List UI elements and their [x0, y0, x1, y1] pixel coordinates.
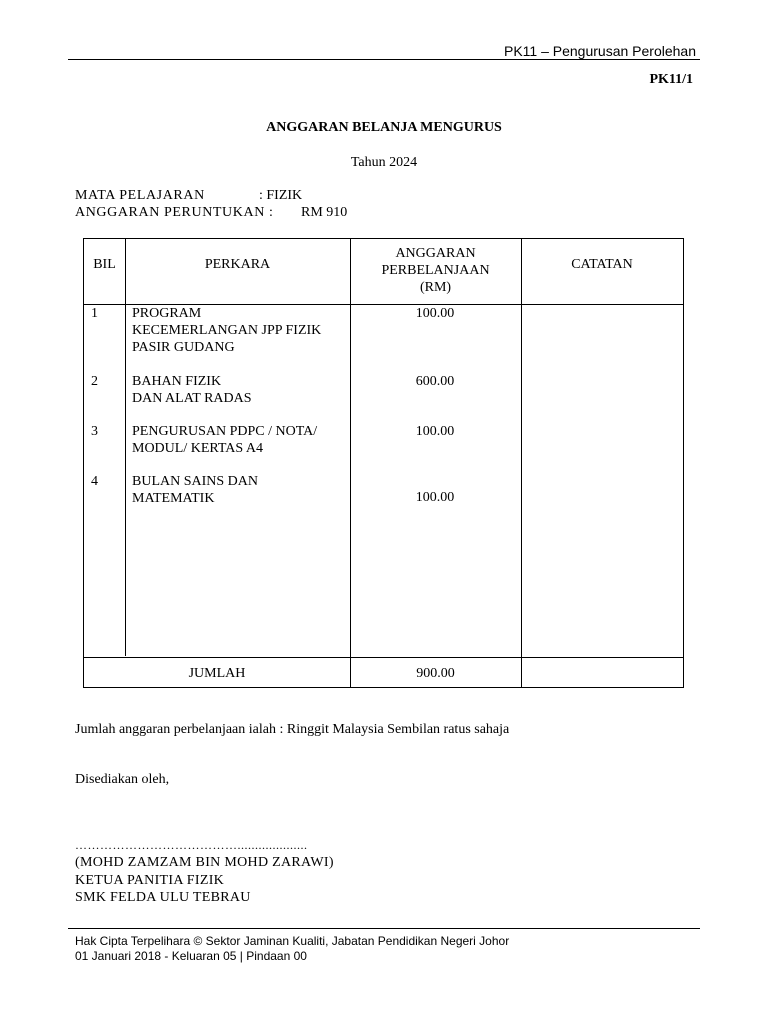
allocation-label: ANGGARAN PERUNTUKAN : [75, 205, 274, 220]
row-4-bil: 4 [91, 474, 98, 489]
row-2-amount: 600.00 [415, 374, 455, 389]
total-amount: 900.00 [416, 666, 455, 681]
row-2-perkara: BAHAN FIZIK DAN ALAT RADAS [132, 374, 252, 406]
signatory-school: SMK FELDA ULU TEBRAU [75, 890, 251, 905]
column-header-anggaran: ANGGARAN PERBELANJAAN (RM) [381, 246, 490, 295]
signatory-position: KETUA PANITIA FIZIK [75, 873, 225, 888]
footer-revision: 01 Januari 2018 - Keluaran 05 | Pindaan 00 [75, 949, 307, 963]
budget-table [83, 238, 684, 688]
row-4-perkara: BULAN SAINS DAN MATEMATIK [132, 474, 259, 506]
row-1-bil: 1 [91, 306, 98, 321]
row-4-amount: 100.00 [415, 490, 455, 505]
column-divider [125, 239, 126, 656]
subject-label: MATA PELAJARAN [75, 188, 205, 203]
column-header-catatan: CATATAN [571, 257, 633, 272]
signature-line: ………………………………….................... [75, 838, 308, 852]
subject-value: : FIZIK [259, 188, 303, 203]
document-year: Tahun 2024 [350, 155, 418, 170]
column-header-perkara: PERKARA [204, 257, 271, 272]
footer-copyright: Hak Cipta Terpelihara © Sektor Jaminan Kualiti, Jabatan Pendidikan Negeri Johor [75, 934, 510, 948]
document-reference: PK11 – Pengurusan Perolehan [504, 43, 696, 59]
row-3-bil: 3 [91, 424, 98, 439]
form-code: PK11/1 [649, 72, 693, 87]
document-title: ANGGARAN BELANJA MENGURUS [266, 120, 502, 135]
signatory-name: (MOHD ZAMZAM BIN MOHD ZARAWI) [75, 855, 334, 870]
footer-divider [68, 928, 700, 929]
total-row-divider [84, 657, 683, 658]
row-2-bil: 2 [91, 374, 98, 389]
row-3-amount: 100.00 [415, 424, 455, 439]
prepared-by-label: Disediakan oleh, [75, 772, 170, 787]
column-header-bil: BIL [93, 257, 116, 272]
row-1-amount: 100.00 [415, 306, 455, 321]
column-divider [521, 239, 522, 687]
allocation-value: RM 910 [301, 205, 348, 220]
row-1-perkara: PROGRAM KECEMERLANGAN JPP FIZIK PASIR GUDANG [132, 306, 322, 355]
total-label: JUMLAH [188, 666, 246, 681]
total-in-words: Jumlah anggaran perbelanjaan ialah : Ringgit Malaysia Sembilan ratus sahaja [75, 722, 510, 737]
row-3-perkara: PENGURUSAN PDPC / NOTA/ MODUL/ KERTAS A4 [132, 424, 318, 456]
header-divider [68, 59, 700, 60]
